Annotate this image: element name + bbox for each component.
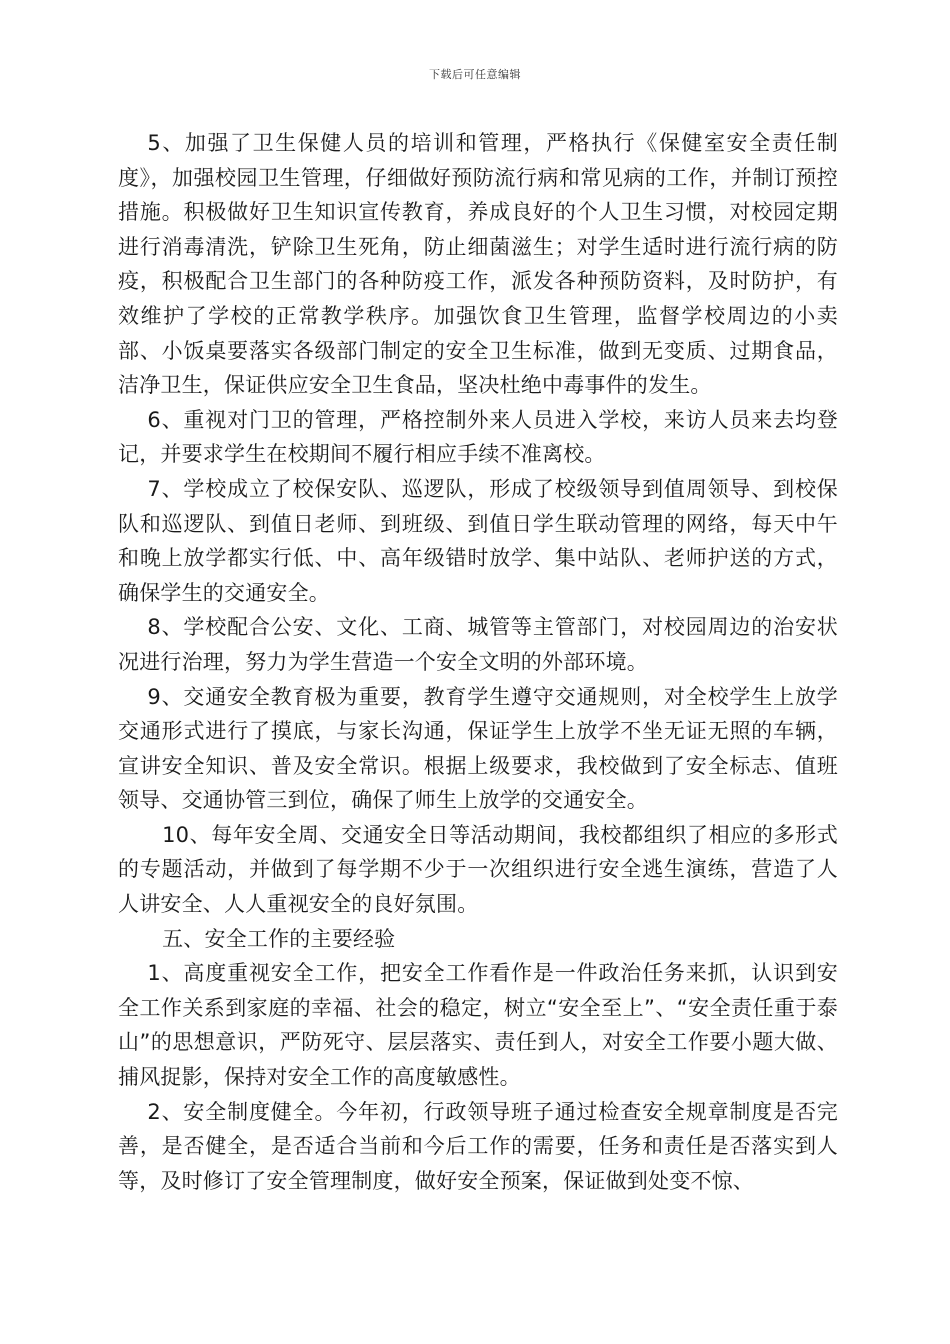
paragraph-item-10: 10、每年安全周、交通安全日等活动期间，我校都组织了相应的多形式的专题活动，并做到了每学期不少于一次组织进行安全逃生演练，营造了人人讲安全、人人重视安全的良好氛围。 [118, 822, 838, 917]
paragraph-item-8: 8、学校配合公安、文化、工商、城管等主管部门，对校园周边的治安状况进行治理，努力为学生营造一个安全文明的外部环境。 [118, 615, 838, 674]
paragraph-item-6: 6、重视对门卫的管理，严格控制外来人员进入学校，来访人员来去均登记，并要求学生在校期间不履行相应手续不准离校。 [118, 407, 838, 467]
section-heading-experience: 五、安全工作的主要经验 [162, 926, 396, 951]
paragraph-item-5: 5、加强了卫生保健人员的培训和管理，严格执行《保健室安全责任制度》，加强校园卫生管理，仔细做好预防流行病和常见病的工作，并制订预控措施。积极做好卫生知识宣传教育，养成良好的个人卫生习惯，对校园定期进行消毒清洗，铲除卫生死角，防止细菌滋生；对学生适时进行流行病的防疫，积极配合卫生部门的各种防疫工作，派发各种预防资料，及时防护，有效维护了学校的正常教学秩序。加强饮食卫生管理，监督学校周边的小卖部、小饭桌要落实各级部门制定的安全卫生标准，做到无变质、过期食品，洁净卫生，保证供应安全卫生食品，坚决杜绝中毒事件的发生。 [118, 131, 838, 398]
paragraph-item-7: 7、学校成立了校保安队、巡逻队，形成了校级领导到值周领导、到校保队和巡逻队、到值日老师、到班级、到值日学生联动管理的网络，每天中午和晚上放学都实行低、中、高年级错时放学、集中站队、老师护送的方式，确保学生的交通安全。 [118, 476, 838, 605]
page-header-note: 下载后可任意编辑 [429, 68, 521, 81]
paragraph-item-9: 9、交通安全教育极为重要，教育学生遵守交通规则，对全校学生上放学交通形式进行了摸底，与家长沟通，保证学生上放学不坐无证无照的车辆，宣讲安全知识、普及安全常识。根据上级要求，我校做到了安全标志、值班领导、交通协管三到位，确保了师生上放学的交通安全。 [118, 684, 838, 813]
paragraph-experience-1: 1、高度重视安全工作，把安全工作看作是一件政治任务来抓，认识到安全工作关系到家庭的幸福、社会的稳定，树立“安全至上”、“安全责任重于泰山”的思想意识，严防死守、层层落实、责任到人，对安全工作要小题大做、捕风捉影，保持对安全工作的高度敏感性。 [118, 961, 838, 1090]
paragraph-experience-2: 2、安全制度健全。今年初，行政领导班子通过检查安全规章制度是否完善，是否健全，是否适合当前和今后工作的需要，任务和责任是否落实到人等，及时修订了安全管理制度，做好安全预案，保证做到处变不惊、 [118, 1099, 838, 1193]
document-body [118, 126, 838, 1198]
